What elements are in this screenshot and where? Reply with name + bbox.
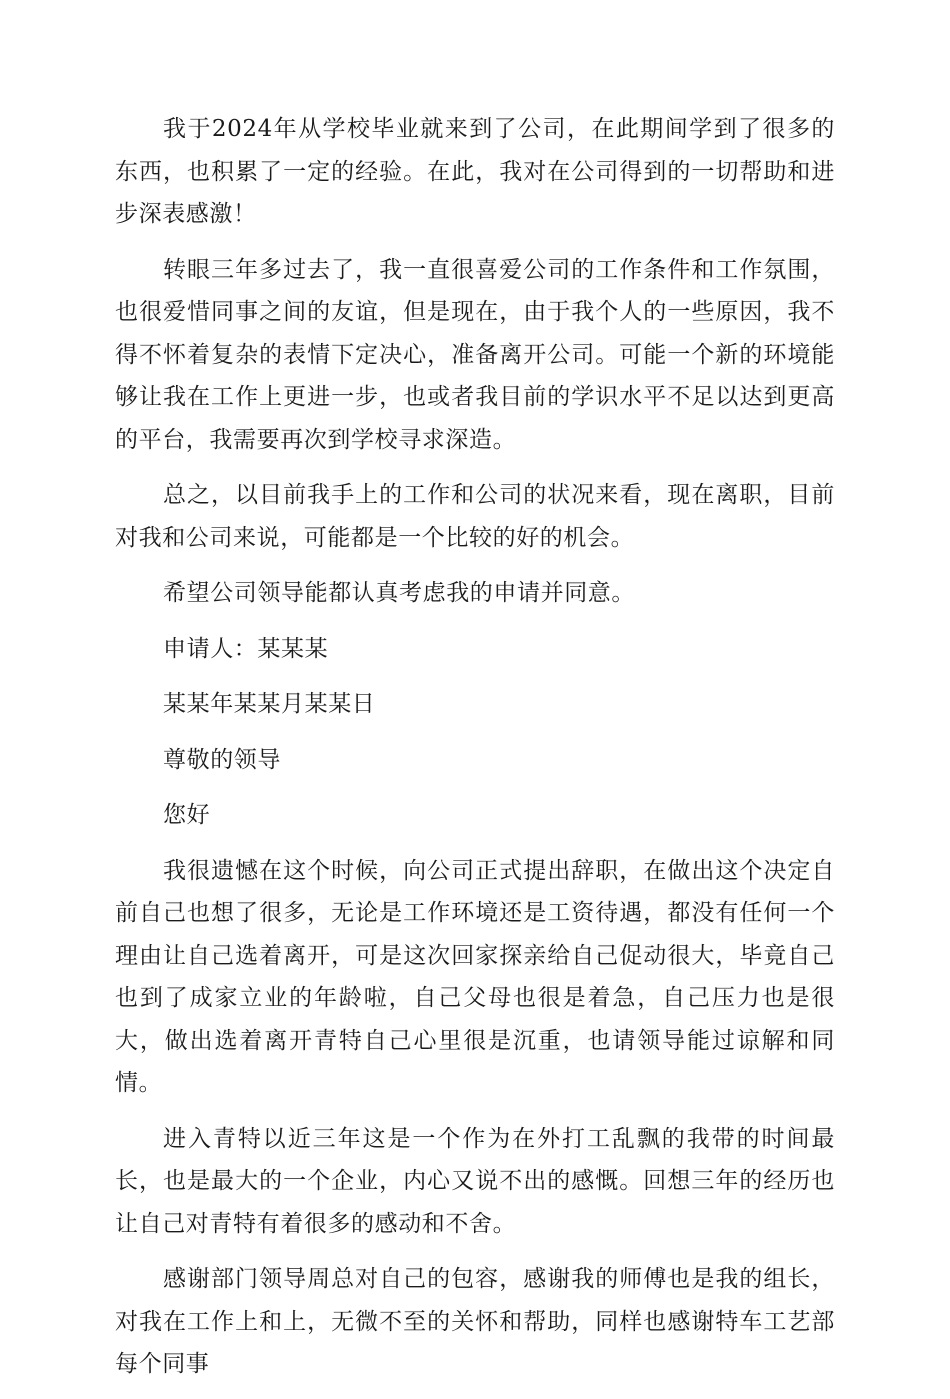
applicant-line: 申请人：某某某 (163, 635, 329, 662)
paragraph-thanks: 感谢部门领导周总对自己的包容，感谢我的师傅也是我的组长，对我在工作上和上，无微不至的关怀和帮助，同样也感谢特车工艺部每个同事 (115, 1266, 835, 1377)
paragraph-summary: 总之，以目前我手上的工作和公司的状况来看，现在离职，目前对我和公司来说，可能都是一个比较的好的机会。 (115, 482, 835, 551)
paragraph-experience: 进入青特以近三年这是一个作为在外打工乱飘的我带的时间最长，也是最大的一个企业，内心又说不出的感慨。回想三年的经历也让自己对青特有着很多的感动和不舍。 (115, 1125, 835, 1237)
greeting: 您好 (163, 802, 211, 828)
salutation: 尊敬的领导 (163, 746, 281, 773)
letter-body (115, 108, 835, 1399)
paragraph-request: 希望公司领导能都认真考虑我的申请并同意。 (163, 580, 635, 606)
paragraph-reason: 转眼三年多过去了，我一直很喜爱公司的工作条件和工作氛围，也很爱惜同事之间的友谊，但是现在，由于我个人的一些原因，我不得不怀着复杂的表情下定决心，准备离开公司。可能一个新的环境能够让我在工作上更进一步，也或者我目前的学识水平不足以达到更高的平台，我需要再次到学校寻求深造。 (115, 256, 835, 453)
date-line: 某某年某某月某某日 (163, 691, 376, 717)
paragraph-resignation: 我很遗憾在这个时候，向公司正式提出辞职，在做出这个决定自前自己也想了很多，无论是工作环境还是工资待遇，都没有任何一个理由让自己选着离开，可是这次回家探亲给自己促动很大，毕竟自己也到了成家立业的年龄啦，自己父母也很是着急，自己压力也是很大，做出选着离开青特自己心里很是沉重，也请领导能过谅解和同情。 (115, 857, 835, 1096)
paragraph-graduation: 我于2024年从学校毕业就来到了公司，在此期间学到了很多的东西，也积累了一定的经验。在此，我对在公司得到的一切帮助和进步深表感激！ (115, 116, 835, 227)
